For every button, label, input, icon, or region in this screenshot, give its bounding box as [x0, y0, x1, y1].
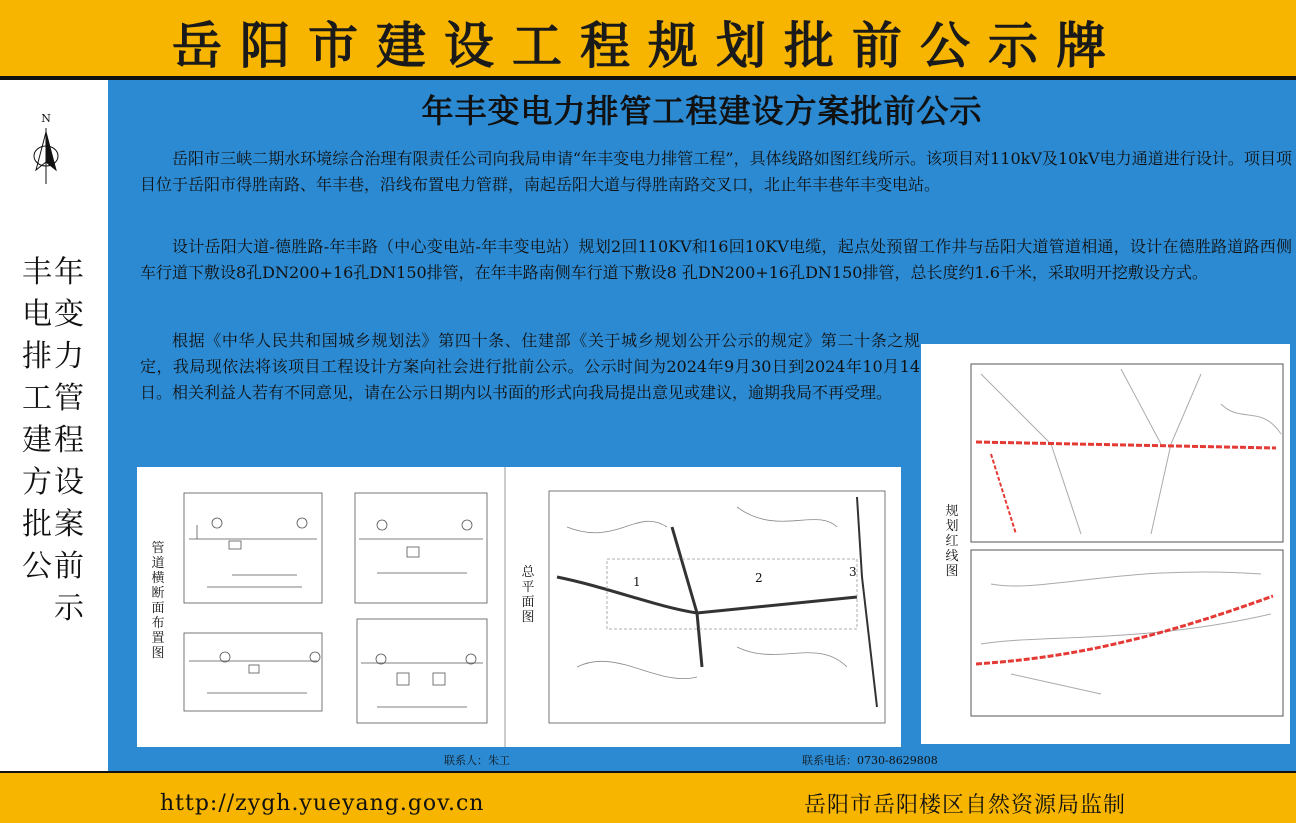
- vertical-title-char: 程: [54, 423, 84, 458]
- vertical-title: [12, 252, 94, 630]
- vertical-title-char: 案: [54, 507, 84, 542]
- cross-section-label: 管道横断面布置图: [151, 541, 165, 661]
- drawings-sheet: [137, 467, 901, 747]
- vertical-title-char: 变: [54, 297, 84, 332]
- cross-section-panel-3: [184, 633, 322, 711]
- vertical-title-char: 公: [22, 549, 52, 584]
- vertical-title-column-right: [54, 252, 84, 630]
- site-plan-label: 总平面图: [521, 565, 535, 625]
- vertical-title-column-left: [22, 252, 52, 630]
- compass-letter: N: [41, 112, 51, 125]
- cross-section-panel-2: [355, 493, 487, 603]
- supervisor-text: 岳阳市岳阳楼区自然资源局监制: [804, 793, 1127, 818]
- red-line-label: 规划红线图: [945, 504, 959, 579]
- vertical-title-char: 示: [54, 591, 84, 626]
- contact-person: 联系人：朱工: [444, 754, 510, 767]
- vertical-title-char: 批: [22, 507, 52, 542]
- contact-phone: 联系电话：0730-8629808: [802, 754, 938, 767]
- red-line-drawing: [921, 344, 1290, 744]
- notice-paragraph-2: 设计岳阳大道-德胜路-年丰路（中心变电站-年丰变电站）规划2回110KV和16回10KV电缆，起点处预留工作井与岳阳大道管道相通，设计在德胜路道路西侧车行道下敷设8孔DN200+16孔DN150排管，在年丰路南侧车行道下敷设8 孔DN200+16孔DN150排管，总长度约1.6千米，采取明开挖敷设方式。: [140, 237, 1292, 282]
- cross-section-and-site-plan-drawing: [137, 467, 901, 747]
- cross-section-panel-1: [184, 493, 322, 603]
- vertical-title-char: 管: [54, 381, 84, 416]
- vertical-title-char: 建: [22, 423, 52, 458]
- section-number-2: 2: [755, 571, 763, 585]
- section-number-1: 1: [633, 575, 641, 589]
- vertical-title-char: 方: [22, 465, 52, 500]
- site-plan: [549, 491, 885, 723]
- notice-title: 年丰变电力排管工程建设方案批前公示: [421, 92, 983, 130]
- vertical-title-char: 前: [54, 549, 84, 584]
- red-line-sheet: [921, 344, 1290, 744]
- notice-paragraph-1: 岳阳市三峡二期水环境综合治理有限责任公司向我局申请“年丰变电力排管工程”，具体线路如图红线所示。该项目对110kV及10kV电力通道进行设计。项目项目位于岳阳市得胜南路、年丰巷，沿线布置电力管群，南起岳阳大道与得胜南路交叉口，北止年丰巷年丰变电站。: [140, 149, 1292, 194]
- section-number-3: 3: [849, 565, 857, 579]
- vertical-title-char: 丰: [22, 255, 52, 290]
- notice-paragraph-3: 根据《中华人民共和国城乡规划法》第四十条、住建部《关于城乡规划公开公示的规定》第二十条之规定，我局现依法将该项目工程设计方案向社会进行批前公示。公示时间为2024年9月30日到2024年10月14日。相关利益人若有不同意见，请在公示日期内以书面的形式向我局提出意见或建议，逾期我局不再受理。: [140, 331, 920, 402]
- vertical-title-char: 年: [54, 255, 84, 290]
- vertical-title-char: 力: [54, 339, 84, 374]
- website-url: http://zygh.yueyang.gov.cn: [160, 791, 485, 816]
- vertical-title-char: 工: [22, 381, 52, 416]
- vertical-title-char: 排: [22, 339, 52, 374]
- board-title: 岳阳市建设工程规划批前公示牌: [172, 16, 1124, 75]
- north-arrow-icon: [28, 112, 64, 186]
- cross-section-panel-4: [357, 619, 487, 723]
- vertical-title-char: 电: [22, 297, 52, 332]
- vertical-title-char: 设: [54, 465, 84, 500]
